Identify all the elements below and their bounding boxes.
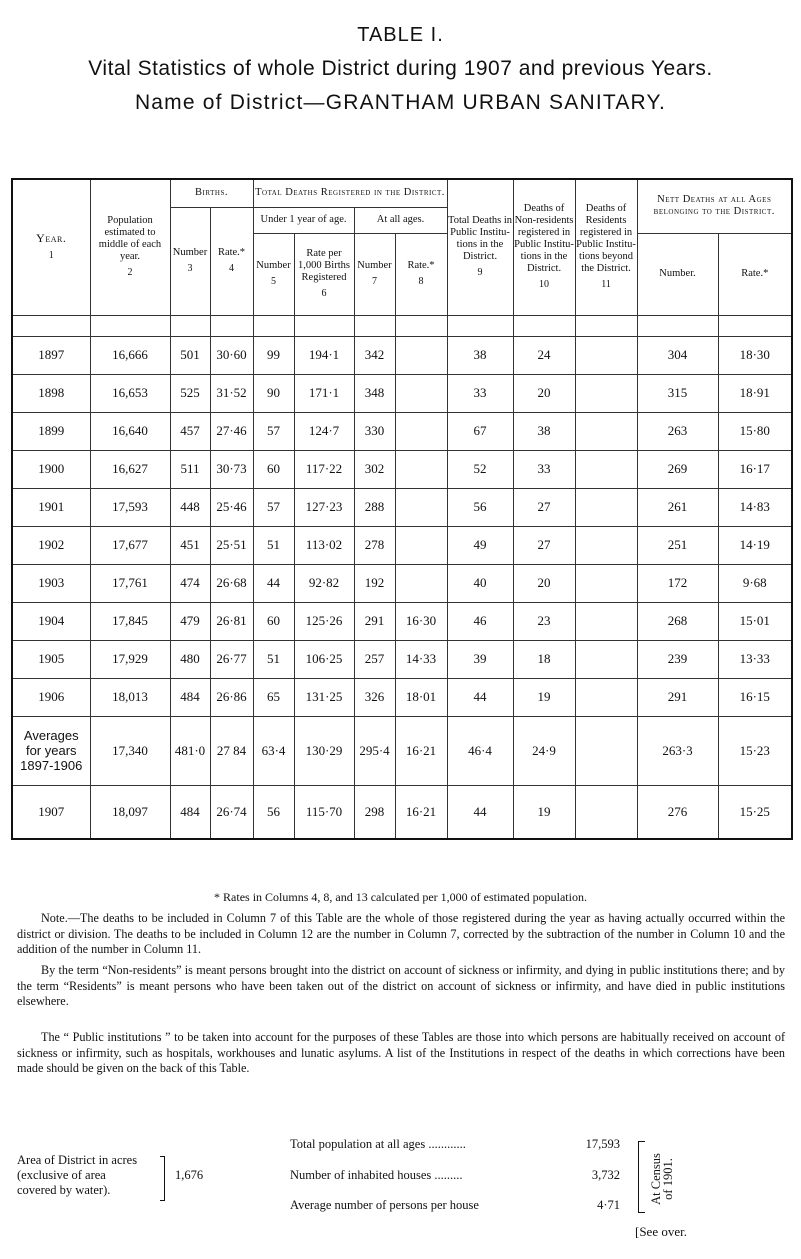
cell-under-one-number: 51 [253, 526, 294, 564]
cell-births-rate: 26·74 [210, 785, 253, 839]
cell-all-rate: 16·30 [395, 602, 447, 640]
institutions-paragraph: The “ Public institutions ” to be taken into account for the purposes of these Tables are those into which persons are habitually received on account of sickness or infirmity, such as hospitals, workhouses and lunatic asylums. A list of the Institutions in respect of the deaths in which corrections have been made should be given on the back of this Table. [17, 1030, 785, 1075]
cell-all-rate [395, 526, 447, 564]
cell-residents-beyond [575, 526, 637, 564]
area-value: 1,676 [175, 1168, 204, 1182]
cell-under-one-rate: 127·23 [294, 488, 354, 526]
area-label: Area of District in acres (exclusive of area covered by water). [17, 1153, 138, 1197]
cell-all-number: 288 [354, 488, 395, 526]
cell-all-rate [395, 488, 447, 526]
header-non-residents: Deaths of Non-residents registered in Public Institu-tions in the District. 10 [513, 179, 575, 315]
inhabited-houses-label: Number of inhabited houses ......... [290, 1168, 463, 1182]
cell-population: 18,097 [90, 785, 170, 839]
cell-residents-beyond [575, 450, 637, 488]
cell-population: 17,761 [90, 564, 170, 602]
cell-nett-number: 172 [637, 564, 718, 602]
cell-under-one-rate: 124·7 [294, 412, 354, 450]
cell-births-rate: 31·52 [210, 374, 253, 412]
header-under-one: Under 1 year of age. [253, 207, 354, 233]
cell-nett-number: 268 [637, 602, 718, 640]
cell-population: 16,627 [90, 450, 170, 488]
cell-births-rate: 26·77 [210, 640, 253, 678]
header-nett-rate: Rate.* [718, 233, 792, 315]
cell-public-institutions: 39 [447, 640, 513, 678]
cell-population: 17,845 [90, 602, 170, 640]
header-nett-number: Number. [637, 233, 718, 315]
cell-residents-beyond [575, 488, 637, 526]
cell-population: 17,929 [90, 640, 170, 678]
cell-births-number: 474 [170, 564, 210, 602]
cell-non-residents: 38 [513, 412, 575, 450]
cell-births-number: 480 [170, 640, 210, 678]
table-row [12, 374, 792, 412]
total-population-value: 17,593 [585, 1137, 620, 1151]
cell-non-residents: 33 [513, 450, 575, 488]
cell-year: 1905 [12, 640, 90, 678]
cell-under-one-number: 56 [253, 785, 294, 839]
cell-all-rate [395, 374, 447, 412]
cell-non-residents: 19 [513, 785, 575, 839]
cell-public-institutions: 67 [447, 412, 513, 450]
table-row [12, 678, 792, 716]
cell-public-institutions: 38 [447, 336, 513, 374]
header-births-rate: Rate.* 4 [210, 207, 253, 315]
cell-all-number: 298 [354, 785, 395, 839]
page-title: Vital Statistics of whole District during 1907 and previous Years. [88, 57, 713, 80]
cell-all-number: 302 [354, 450, 395, 488]
inhabited-houses-value: 3,732 [591, 1168, 620, 1182]
cell-nett-rate: 15·25 [718, 785, 792, 839]
cell-public-institutions: 44 [447, 785, 513, 839]
table-row [12, 412, 792, 450]
cell-public-institutions: 56 [447, 488, 513, 526]
cell-year: 1903 [12, 564, 90, 602]
cell-year: 1899 [12, 412, 90, 450]
cell-births-rate: 26·68 [210, 564, 253, 602]
cell-public-institutions: 46 [447, 602, 513, 640]
total-population-label: Total population at all ages ............ [290, 1137, 466, 1151]
area-brace [160, 1156, 165, 1201]
cell-public-institutions: 46·4 [447, 716, 513, 785]
cell-non-residents: 24 [513, 336, 575, 374]
cell-residents-beyond [575, 564, 637, 602]
cell-nett-rate: 15·80 [718, 412, 792, 450]
cell-non-residents: 27 [513, 488, 575, 526]
cell-births-number: 484 [170, 785, 210, 839]
cell-nett-rate: 16·15 [718, 678, 792, 716]
table-row [12, 526, 792, 564]
cell-births-number: 451 [170, 526, 210, 564]
cell-births-number: 511 [170, 450, 210, 488]
table-row [12, 488, 792, 526]
table-label: TABLE I. [357, 24, 444, 46]
table-row [12, 640, 792, 678]
cell-births-rate: 30·73 [210, 450, 253, 488]
header-population: Population estimated to middle of each year. 2 [90, 179, 170, 315]
cell-births-number: 525 [170, 374, 210, 412]
cell-all-number: 330 [354, 412, 395, 450]
cell-all-number: 192 [354, 564, 395, 602]
table-row [12, 336, 792, 374]
district-name: Name of District—GRANTHAM URBAN SANITARY. [134, 91, 667, 114]
cell-under-one-rate: 125·26 [294, 602, 354, 640]
cell-nett-rate: 18·91 [718, 374, 792, 412]
cell-under-one-number: 60 [253, 602, 294, 640]
cell-births-rate: 26·81 [210, 602, 253, 640]
cell-births-rate: 27 84 [210, 716, 253, 785]
header-births: Births. [170, 179, 253, 207]
cell-non-residents: 20 [513, 374, 575, 412]
cell-residents-beyond [575, 412, 637, 450]
cell-year: 1904 [12, 602, 90, 640]
cell-under-one-rate: 131·25 [294, 678, 354, 716]
cell-under-one-number: 51 [253, 640, 294, 678]
cell-all-number: 278 [354, 526, 395, 564]
cell-under-one-number: 90 [253, 374, 294, 412]
rates-footnote: * Rates in Columns 4, 8, and 13 calculated per 1,000 of estimated population. [214, 890, 587, 904]
cell-all-rate [395, 564, 447, 602]
averages-label: Averages for years 1897-1906 [12, 716, 90, 785]
census-note: At Census of 1901. [649, 1153, 675, 1205]
cell-all-rate: 18·01 [395, 678, 447, 716]
cell-all-rate: 14·33 [395, 640, 447, 678]
cell-year: 1902 [12, 526, 90, 564]
cell-year: 1906 [12, 678, 90, 716]
cell-nett-rate: 14·19 [718, 526, 792, 564]
cell-all-number: 291 [354, 602, 395, 640]
cell-births-rate: 30·60 [210, 336, 253, 374]
cell-residents-beyond [575, 336, 637, 374]
cell-all-rate [395, 336, 447, 374]
cell-public-institutions: 44 [447, 678, 513, 716]
cell-all-number: 342 [354, 336, 395, 374]
cell-all-number: 257 [354, 640, 395, 678]
cell-all-rate [395, 450, 447, 488]
header-under-one-number: Number 5 [253, 233, 294, 315]
terms-paragraph: By the term “Non-residents” is meant persons brought into the district on account of sickness or infirmity, and dying in public institutions there; and by the term “Residents” is meant persons who have been taken out of the district on account of sickness or infirmity, and have died in public institutions elsewhere. [17, 963, 785, 1008]
cell-nett-rate: 15·01 [718, 602, 792, 640]
cell-births-rate: 25·46 [210, 488, 253, 526]
cell-births-rate: 25·51 [210, 526, 253, 564]
cell-public-institutions: 40 [447, 564, 513, 602]
cell-year: 1901 [12, 488, 90, 526]
table-row [12, 450, 792, 488]
cell-population: 17,593 [90, 488, 170, 526]
cell-population: 18,013 [90, 678, 170, 716]
cell-births-number: 457 [170, 412, 210, 450]
cell-nett-rate: 14·83 [718, 488, 792, 526]
cell-births-number: 484 [170, 678, 210, 716]
cell-births-number: 481·0 [170, 716, 210, 785]
cell-under-one-rate: 117·22 [294, 450, 354, 488]
header-all-ages: At all ages. [354, 207, 447, 233]
cell-under-one-number: 57 [253, 412, 294, 450]
header-births-number: Number 3 [170, 207, 210, 315]
cell-non-residents: 19 [513, 678, 575, 716]
cell-nett-rate: 15·23 [718, 716, 792, 785]
table-row [12, 602, 792, 640]
header-under-one-rate: Rate per 1,000 Births Registered 6 [294, 233, 354, 315]
header-total-deaths: Total Deaths Registered in the District. [253, 179, 447, 207]
cell-under-one-number: 44 [253, 564, 294, 602]
cell-non-residents: 23 [513, 602, 575, 640]
cell-year: 1907 [12, 785, 90, 839]
cell-under-one-number: 65 [253, 678, 294, 716]
cell-residents-beyond [575, 374, 637, 412]
header-nett-deaths: Nett Deaths at all Ages belonging to the District. [637, 179, 792, 233]
cell-nett-number: 276 [637, 785, 718, 839]
cell-non-residents: 27 [513, 526, 575, 564]
cell-all-rate: 16·21 [395, 785, 447, 839]
census-brace [638, 1141, 645, 1213]
persons-per-house-label: Average number of persons per house [290, 1198, 479, 1212]
cell-births-number: 448 [170, 488, 210, 526]
cell-nett-number: 239 [637, 640, 718, 678]
cell-under-one-rate: 92·82 [294, 564, 354, 602]
cell-nett-number: 304 [637, 336, 718, 374]
header-year: Year. 1 [12, 179, 90, 315]
cell-nett-rate: 13·33 [718, 640, 792, 678]
cell-under-one-rate: 115·70 [294, 785, 354, 839]
cell-residents-beyond [575, 640, 637, 678]
cell-all-number: 326 [354, 678, 395, 716]
cell-all-number: 348 [354, 374, 395, 412]
cell-nett-rate: 18·30 [718, 336, 792, 374]
cell-under-one-rate: 194·1 [294, 336, 354, 374]
averages-row [12, 716, 792, 785]
cell-non-residents: 18 [513, 640, 575, 678]
cell-nett-number: 291 [637, 678, 718, 716]
cell-under-one-number: 60 [253, 450, 294, 488]
header-public-institutions: Total Deaths in Public Institu-tions in the District. 9 [447, 179, 513, 315]
cell-year: 1898 [12, 374, 90, 412]
current-year-row [12, 785, 792, 839]
cell-nett-number: 261 [637, 488, 718, 526]
header-all-rate: Rate.* 8 [395, 233, 447, 315]
persons-per-house-value: 4·71 [597, 1198, 620, 1212]
cell-population: 16,640 [90, 412, 170, 450]
cell-public-institutions: 52 [447, 450, 513, 488]
cell-under-one-number: 99 [253, 336, 294, 374]
cell-nett-number: 263·3 [637, 716, 718, 785]
cell-nett-number: 269 [637, 450, 718, 488]
see-over: [See over. [635, 1224, 687, 1239]
cell-all-rate [395, 412, 447, 450]
cell-public-institutions: 33 [447, 374, 513, 412]
cell-under-one-rate: 130·29 [294, 716, 354, 785]
cell-non-residents: 24·9 [513, 716, 575, 785]
cell-nett-number: 251 [637, 526, 718, 564]
cell-population: 17,340 [90, 716, 170, 785]
cell-under-one-number: 57 [253, 488, 294, 526]
vital-statistics-table [11, 178, 793, 840]
cell-population: 16,653 [90, 374, 170, 412]
cell-population: 17,677 [90, 526, 170, 564]
cell-non-residents: 20 [513, 564, 575, 602]
note-paragraph: Note.—The deaths to be included in Column 7 of this Table are the whole of those registered during the year as having actually occurred within the district or division. The deaths to be included in Column 12 are the number in Column 7, corrected by the subtraction of the number in Column 10 and the addition of the number in Column 11. [17, 911, 785, 956]
cell-all-number: 295·4 [354, 716, 395, 785]
cell-year: 1900 [12, 450, 90, 488]
cell-residents-beyond [575, 785, 637, 839]
cell-nett-rate: 9·68 [718, 564, 792, 602]
cell-residents-beyond [575, 716, 637, 785]
cell-population: 16,666 [90, 336, 170, 374]
cell-births-rate: 27·46 [210, 412, 253, 450]
cell-births-number: 501 [170, 336, 210, 374]
cell-residents-beyond [575, 678, 637, 716]
cell-under-one-number: 63·4 [253, 716, 294, 785]
header-residents-beyond: Deaths of Residents registered in Public Institu-tions beyond the District. 11 [575, 179, 637, 315]
cell-all-rate: 16·21 [395, 716, 447, 785]
cell-residents-beyond [575, 602, 637, 640]
cell-under-one-rate: 113·02 [294, 526, 354, 564]
cell-nett-number: 315 [637, 374, 718, 412]
cell-nett-number: 263 [637, 412, 718, 450]
header-all-number: Number 7 [354, 233, 395, 315]
cell-under-one-rate: 106·25 [294, 640, 354, 678]
cell-nett-rate: 16·17 [718, 450, 792, 488]
table-row [12, 564, 792, 602]
cell-public-institutions: 49 [447, 526, 513, 564]
cell-births-rate: 26·86 [210, 678, 253, 716]
cell-year: 1897 [12, 336, 90, 374]
cell-births-number: 479 [170, 602, 210, 640]
cell-under-one-rate: 171·1 [294, 374, 354, 412]
